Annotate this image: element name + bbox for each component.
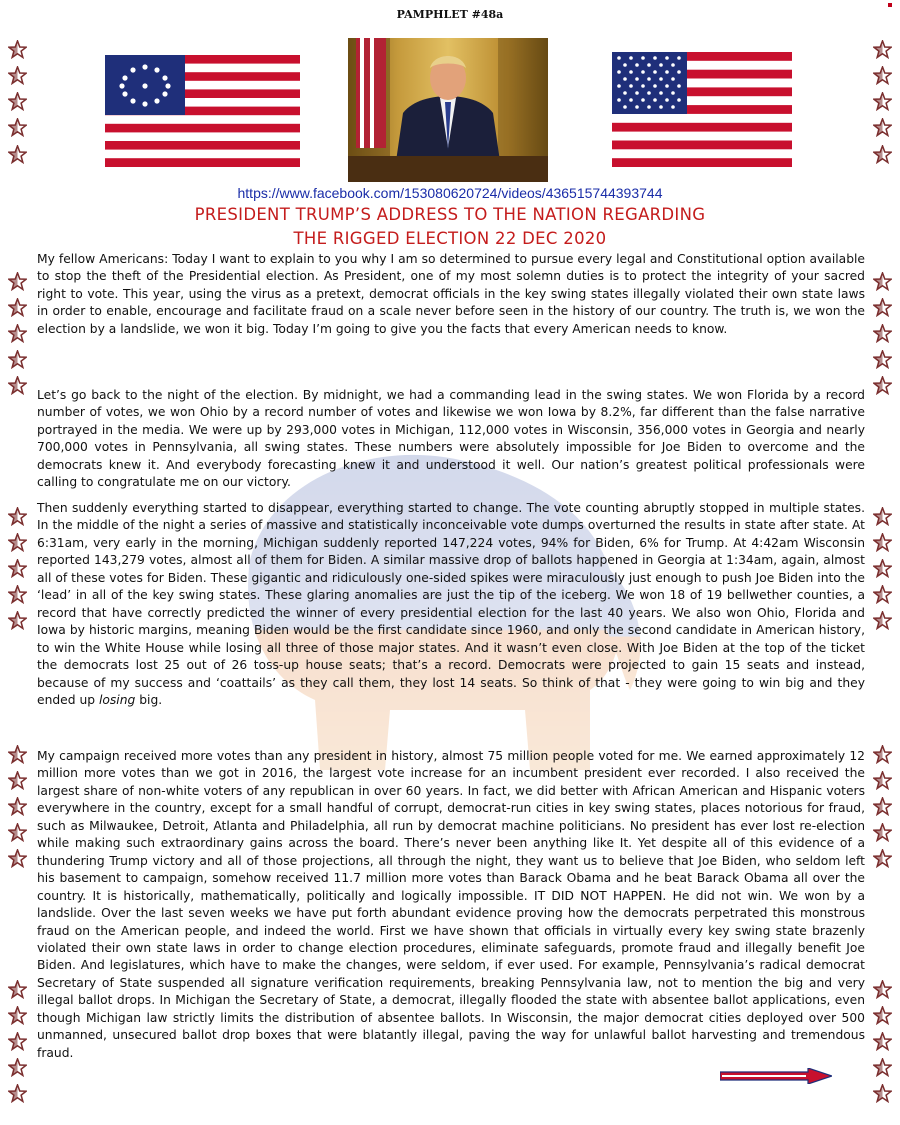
star-icon xyxy=(8,771,27,790)
star-icon xyxy=(873,272,892,291)
star-icon xyxy=(873,1084,892,1103)
star-icon xyxy=(8,324,27,343)
title-line-1: PRESIDENT TRUMP’S ADDRESS TO THE NATION REGARDING xyxy=(194,205,706,224)
star-icon xyxy=(8,823,27,842)
corner-mark xyxy=(888,3,892,7)
video-link[interactable]: https://www.facebook.com/153080620724/videos/436515744393744 xyxy=(237,185,663,201)
star-icon xyxy=(873,559,892,578)
star-icon xyxy=(873,92,892,111)
star-icon xyxy=(873,324,892,343)
star-icon xyxy=(873,1006,892,1025)
star-icon xyxy=(873,66,892,85)
us-flag xyxy=(612,52,792,167)
paragraph-3-end: big. xyxy=(135,692,163,707)
paragraph-4: My campaign received more votes than any president in history, almost 75 million people voted for me. We earned approximately 12 million more votes than we got in 2016, the largest vote increase for an incumbent president ever recorded. I also received the largest share of non-white voters of any republican in over 60 years. In fact, we did better with African American and Hispanic voters everywhere in the country, except for a small handful of corrupt, democrat-run cities in key swing states, places notorious for fraud, such as Milwaukee, Detroit, Atlanta and Philadelphia, all run by democrat machine politicians. No president has ever lost re-election while making such extraordinary gains across the board. There’s never been anything like It. Yet despite all of this evidence of a thundering Trump victory and all of those projections, all through the night, they want us to believe that Joe Biden, who seldom left his basement to campaign, somehow received 11.7 million more votes than Barack Obama and he beat Barack Obama all over the country. It is historically, mathematically, politically and logically impossible. IT DID NOT HAPPEN. He did not win. We won by a landslide. Over the last seven weeks we have put forth abundant evidence proving how the democrats perpetrated this monstrous fraud on the American people, and indeed the world. First we have shown that officials in virtually every key swing state brazenly violated their own state laws in order to change election procedures, eliminate safeguards, promote fraud and illegally benefit Joe Biden. And legislatures, which have to make the changes, were seldom, if ever used. For example, Pennsylvania’s radical democrat Secretary of State suspended all signature verification requirements, breaking Pennsylvania law, not to mention the big and very illegal ballot drops. In Michigan the Secretary of State, a democrat, illegally flooded the state with absentee ballot applications, even though Michigan law strictly limits the distribution of absentee ballots. In Wisconsin, the major democrat cities deployed over 500 unmanned, unsecured ballot drop boxes that were blatantly illegal, paving the way for unlawful ballot harvesting and tremendous fraud. xyxy=(37,749,865,1060)
star-icon xyxy=(8,145,27,164)
star-icon xyxy=(873,849,892,868)
paragraph-3-main: Then suddenly everything started to disappear, everything started to change. The vote counting abruptly stopped in multiple states. In the middle of the night a series of massive and statistically inconceivable vote dumps overturned the results in state after state. At 6:31am, very early in the morning, Michigan suddenly reported 147,224 votes, 94% for Biden, 6% for Trump. At 4:42am Wisconsin reported 143,279 votes, almost all of them for Biden. A similar massive drop of ballots happened in Georgia at 1:34am, again, almost all of these votes for Biden. These gigantic and ridiculously one-sided spikes were miraculously just enough to push Joe Biden into the ‘lead’ in all of the key swing states. These glaring anomalies are just the tip of the iceberg. We won 18 of 19 bellwether counties, a record that have correctly predicted the winner of every presidential election for the last 40 years. We also won Ohio, Florida and Iowa by historic margins, meaning Biden would be the first candidate since 1960, and only the second candidate in American history, to win the White House while losing all three of those major states. And it wasn’t even close. With Joe Biden at the top of the ticket the democrats lost 25 out of 26 toss-up house seats; that’s a record. Democrats were projected to gain 15 seats and instead, because of my success and ‘coattails’ as they call them, they lost 14 seats. So think of that - they were going to win big and they ended up xyxy=(37,501,865,707)
star-icon xyxy=(8,559,27,578)
paragraph-3-italic: losing xyxy=(98,692,136,707)
star-icon xyxy=(873,745,892,764)
star-icon xyxy=(873,118,892,137)
star-icon xyxy=(8,66,27,85)
star-icon xyxy=(8,350,27,369)
title-line-2: THE RIGGED ELECTION 22 DEC 2020 xyxy=(293,229,607,248)
betsy-ross-flag xyxy=(105,55,300,167)
star-icon xyxy=(8,533,27,552)
star-icon xyxy=(873,350,892,369)
star-icon xyxy=(8,611,27,630)
star-icon xyxy=(8,1084,27,1103)
pamphlet-code: PAMPHLET #48a xyxy=(396,8,504,21)
star-icon xyxy=(8,272,27,291)
star-icon xyxy=(873,1032,892,1051)
paragraph-1: My fellow Americans: Today I want to explain to you why I am so determined to pursue every legal and Constitutional option available to stop the theft of the Presidential election. As President, one of my most solemn duties is to protect the integrity of your sacred right to vote. This year, using the virus as a pretext, democrat officials in the key swing states illegally violated their own state laws in order to enable, encourage and facilitate fraud on a scale never before seen in the history of our country. The truth is, we won the election by a landslide, we won it big. Today I’m going to give you the facts that every American needs to know. xyxy=(37,252,865,336)
red-arrow-icon xyxy=(720,1068,832,1084)
paragraph-2: Let’s go back to the night of the election. By midnight, we had a commanding lead in the swing states. We won Florida by a record number of votes, we won Ohio by a record number of votes and likewise we won Iowa by 8.2%, far different than the false narrative portrayed in the media. We were up by 293,000 votes in Michigan, 112,000 votes in Wisconsin, 356,000 votes in Georgia and nearly 700,000 votes in Pennsylvania, all swing states. These numbers were absolutely impossible for Joe Biden to overcome and the democrats knew it. And everybody forecasting knew it and understood it well. Our nation’s greatest political professionals were calling to congratulate me on our victory. xyxy=(37,388,865,490)
president-at-desk-photo xyxy=(348,38,548,182)
star-icon xyxy=(8,1006,27,1025)
star-icon xyxy=(8,849,27,868)
star-icon xyxy=(8,118,27,137)
star-icon xyxy=(8,797,27,816)
star-icon xyxy=(873,1058,892,1077)
star-icon xyxy=(873,585,892,604)
star-icon xyxy=(8,1058,27,1077)
star-icon xyxy=(8,585,27,604)
star-icon xyxy=(873,533,892,552)
star-icon xyxy=(8,745,27,764)
star-icon xyxy=(873,145,892,164)
paragraph-3 xyxy=(37,500,865,709)
star-icon xyxy=(873,40,892,59)
star-icon xyxy=(8,40,27,59)
star-icon xyxy=(873,507,892,526)
star-icon xyxy=(873,771,892,790)
star-icon xyxy=(8,376,27,395)
star-icon xyxy=(8,92,27,111)
star-icon xyxy=(873,298,892,317)
star-icon xyxy=(873,611,892,630)
star-icon xyxy=(873,376,892,395)
star-icon xyxy=(873,797,892,816)
star-icon xyxy=(8,507,27,526)
star-icon xyxy=(8,1032,27,1051)
star-icon xyxy=(8,298,27,317)
star-icon xyxy=(873,980,892,999)
star-icon xyxy=(873,823,892,842)
star-icon xyxy=(8,980,27,999)
